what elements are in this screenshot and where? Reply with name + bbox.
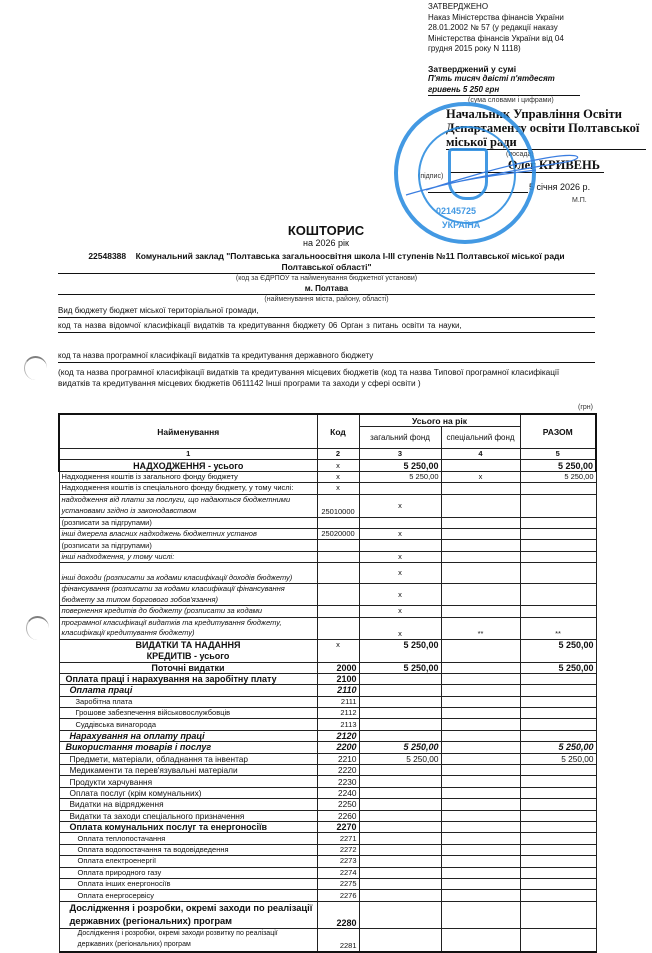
row-total bbox=[520, 696, 596, 707]
row-total bbox=[520, 606, 596, 617]
row-general bbox=[359, 787, 441, 798]
row-code bbox=[317, 606, 359, 617]
row-name: НАДХОДЖЕННЯ - усього bbox=[59, 460, 317, 471]
table-row bbox=[59, 460, 596, 471]
program-local-line: видатків та кредитування місцевих бюджетів 0611142 Інші програми та заходи у сфері освіти ) bbox=[58, 377, 421, 388]
row-name: повернення кредитів до бюджету (розписати за кодами bbox=[59, 606, 317, 617]
table-row bbox=[59, 517, 596, 528]
row-code: 2240 bbox=[317, 787, 359, 798]
row-general: 5 250,00 bbox=[359, 662, 441, 673]
approved-sum-label: Затверджений у сумі bbox=[428, 63, 517, 74]
program-classification-local bbox=[58, 367, 603, 388]
row-name: Видатки на відрядження bbox=[59, 799, 317, 810]
row-general bbox=[359, 540, 441, 551]
col-number: 1 bbox=[59, 449, 317, 460]
row-special bbox=[441, 799, 520, 810]
row-total bbox=[520, 765, 596, 776]
row-total bbox=[520, 528, 596, 539]
row-total bbox=[520, 776, 596, 787]
row-special bbox=[441, 540, 520, 551]
col-number: 2 bbox=[317, 449, 359, 460]
row-code: 2271 bbox=[317, 833, 359, 844]
row-name-line: класифікації кредитування бюджету) bbox=[61, 628, 195, 638]
approval-block bbox=[428, 2, 638, 105]
row-total bbox=[520, 844, 596, 855]
row-name: Надходження коштів із загального фонду бюджету bbox=[59, 471, 317, 482]
signature-caption: (підпис) bbox=[418, 173, 444, 180]
row-special bbox=[441, 878, 520, 889]
row-total bbox=[520, 890, 596, 901]
row-general: х bbox=[359, 551, 441, 562]
row-total bbox=[520, 730, 596, 741]
row-name: Суддівська винагорода bbox=[59, 719, 317, 730]
position-line: Начальник Управління Освіти bbox=[446, 107, 622, 121]
row-special bbox=[441, 483, 520, 494]
row-general bbox=[359, 696, 441, 707]
row-name-line: Дослідження і розробки, окремі заходи по реалізації bbox=[69, 903, 313, 914]
row-total bbox=[520, 708, 596, 719]
row-code: х bbox=[317, 639, 359, 662]
row-total bbox=[520, 719, 596, 730]
row-total bbox=[520, 928, 596, 952]
row-total bbox=[520, 901, 596, 928]
row-special bbox=[441, 719, 520, 730]
document-year: на 2026 рік bbox=[303, 238, 349, 248]
row-name: Оплата енергосервісу bbox=[59, 890, 317, 901]
table-row bbox=[59, 878, 596, 889]
city-name: м. Полтава bbox=[58, 283, 595, 295]
row-general bbox=[359, 517, 441, 528]
row-special bbox=[441, 685, 520, 696]
row-special: ** bbox=[441, 617, 520, 639]
stamp-country: УКРАЇНА bbox=[442, 220, 481, 230]
row-code: х bbox=[317, 483, 359, 494]
program-local-line: (код та назва програмної класифікації видатків та кредитування місцевих бюджетів (код та назва Типової програмної класифікації bbox=[58, 367, 560, 377]
table-row bbox=[59, 776, 596, 787]
row-special bbox=[441, 460, 520, 471]
table-row bbox=[59, 528, 596, 539]
institution-block bbox=[58, 251, 595, 304]
row-special: х bbox=[441, 471, 520, 482]
program-classification-state: код та назва програмної класифікації видатків та кредитування державного бюджету bbox=[58, 351, 595, 363]
row-special bbox=[441, 867, 520, 878]
row-name bbox=[59, 639, 317, 662]
table-row bbox=[59, 765, 596, 776]
header-total: РАЗОМ bbox=[520, 414, 596, 449]
row-code: х bbox=[317, 471, 359, 482]
row-special bbox=[441, 606, 520, 617]
row-code: 2250 bbox=[317, 799, 359, 810]
row-total bbox=[520, 833, 596, 844]
table-row bbox=[59, 551, 596, 562]
col-number: 5 bbox=[520, 449, 596, 460]
row-total bbox=[520, 517, 596, 528]
row-total: 5 250,00 bbox=[520, 742, 596, 753]
row-code bbox=[317, 563, 359, 584]
row-general bbox=[359, 928, 441, 952]
row-total bbox=[520, 787, 596, 798]
row-general bbox=[359, 867, 441, 878]
position-caption: (посада) bbox=[506, 151, 534, 158]
row-general bbox=[359, 810, 441, 821]
row-general bbox=[359, 730, 441, 741]
row-name: Оплата інших енергоносіїв bbox=[59, 878, 317, 889]
header-special-fund: спеціальний фонд bbox=[441, 427, 520, 449]
row-special bbox=[441, 662, 520, 673]
row-name: Оплата природного газу bbox=[59, 867, 317, 878]
row-code bbox=[317, 540, 359, 551]
row-total bbox=[520, 799, 596, 810]
row-general bbox=[359, 901, 441, 928]
row-name: Предмети, матеріали, обладнання та інвентар bbox=[59, 753, 317, 764]
row-name-line: фінансування (розписати за кодами класифікації фінансування bbox=[61, 584, 285, 594]
row-general: х bbox=[359, 584, 441, 606]
row-code: х bbox=[317, 460, 359, 471]
row-name: Оплата водопостачання та водовідведення bbox=[59, 844, 317, 855]
row-general: х bbox=[359, 617, 441, 639]
table-row bbox=[59, 617, 596, 639]
row-general bbox=[359, 765, 441, 776]
row-name-line: державних (регіональних) програм bbox=[69, 915, 233, 926]
table-row bbox=[59, 821, 596, 832]
row-name: Оплата послуг (крім комунальних) bbox=[59, 787, 317, 798]
table-row bbox=[59, 540, 596, 551]
row-code: 2200 bbox=[317, 742, 359, 753]
row-special bbox=[441, 787, 520, 798]
row-general bbox=[359, 719, 441, 730]
signatory-name: Олег КРИВЕНЬ bbox=[450, 158, 604, 173]
row-general: х bbox=[359, 528, 441, 539]
row-name-line: установами згідно із законодавством bbox=[61, 505, 197, 515]
row-special bbox=[441, 639, 520, 662]
row-total: 5 250,00 bbox=[520, 662, 596, 673]
row-general: 5 250,00 bbox=[359, 460, 441, 471]
table-row bbox=[59, 563, 596, 584]
row-code bbox=[317, 617, 359, 639]
approved-sum-digits: гривень 5 250 грн bbox=[428, 85, 580, 97]
row-general: 5 250,00 bbox=[359, 639, 441, 662]
row-special bbox=[441, 753, 520, 764]
row-special bbox=[441, 890, 520, 901]
row-special bbox=[441, 928, 520, 952]
row-special bbox=[441, 810, 520, 821]
document-title: КОШТОРИС bbox=[287, 223, 365, 238]
order-line: грудня 2015 року N 1118) bbox=[428, 44, 521, 53]
row-code: 2110 bbox=[317, 685, 359, 696]
row-special bbox=[441, 563, 520, 584]
table-row bbox=[59, 928, 596, 952]
row-total: 5 250,00 bbox=[520, 471, 596, 482]
edrpou-code: 22548388 bbox=[88, 251, 127, 261]
row-special bbox=[441, 833, 520, 844]
row-name bbox=[59, 617, 317, 639]
institution-caption: (код за ЄДРПОУ та найменування бюджетної установи) bbox=[235, 275, 418, 282]
row-total bbox=[520, 483, 596, 494]
table-row bbox=[59, 471, 596, 482]
punch-hole-top bbox=[24, 356, 47, 380]
order-line: Наказ Міністерства фінансів України bbox=[428, 12, 564, 22]
table-row bbox=[59, 901, 596, 928]
row-total bbox=[520, 685, 596, 696]
row-general bbox=[359, 799, 441, 810]
row-general bbox=[359, 844, 441, 855]
col-number: 4 bbox=[441, 449, 520, 460]
table-row bbox=[59, 833, 596, 844]
row-name: Оплата праці bbox=[59, 685, 317, 696]
row-code: 2272 bbox=[317, 844, 359, 855]
row-special bbox=[441, 776, 520, 787]
row-name-line: державних (регіональних) програм bbox=[77, 940, 191, 948]
row-general bbox=[359, 708, 441, 719]
table-row bbox=[59, 810, 596, 821]
sum-caption: (сума словами і цифрами) bbox=[468, 97, 554, 104]
row-general: х bbox=[359, 494, 441, 517]
position-line: міської ради bbox=[446, 135, 646, 150]
row-total bbox=[520, 856, 596, 867]
row-name: Нарахування на оплату праці bbox=[59, 730, 317, 741]
row-code: 2112 bbox=[317, 708, 359, 719]
row-special bbox=[441, 494, 520, 517]
seal-label: М.П. bbox=[572, 197, 587, 204]
table-row bbox=[59, 662, 596, 673]
row-name-line: КРЕДИТІВ - усього bbox=[146, 650, 230, 661]
row-name: Оплата комунальних послуг та енергоносіїв bbox=[59, 821, 317, 832]
row-special bbox=[441, 730, 520, 741]
row-name: інші надходження, у тому числі: bbox=[59, 551, 317, 562]
row-total bbox=[520, 551, 596, 562]
row-code bbox=[317, 517, 359, 528]
table-row bbox=[59, 867, 596, 878]
institution-name-cont: Полтавської області" bbox=[58, 262, 595, 274]
table-row bbox=[59, 787, 596, 798]
row-code: 2280 bbox=[317, 901, 359, 928]
row-special bbox=[441, 901, 520, 928]
row-total bbox=[520, 540, 596, 551]
row-name: Оплата праці і нарахування на заробітну плату bbox=[59, 673, 317, 684]
institution-name: Комунальний заклад "Полтавська загальноосвітня школа І-ІІІ ступенів №11 Полтавської міської ради bbox=[135, 251, 565, 261]
row-general bbox=[359, 685, 441, 696]
header-name: Найменування bbox=[59, 414, 317, 449]
punch-hole-bottom bbox=[26, 616, 49, 640]
institution-line bbox=[58, 251, 595, 262]
row-general bbox=[359, 483, 441, 494]
row-name bbox=[59, 901, 317, 928]
row-name: Медикаменти та перев'язувальні матеріали bbox=[59, 765, 317, 776]
row-special bbox=[441, 696, 520, 707]
row-general bbox=[359, 776, 441, 787]
header-general-fund: загальний фонд bbox=[359, 427, 441, 449]
row-name: Поточні видатки bbox=[59, 662, 317, 673]
row-total: 5 250,00 bbox=[520, 460, 596, 471]
table-row bbox=[59, 730, 596, 741]
row-special bbox=[441, 821, 520, 832]
departmental-classification: код та назва відомчої класифікації видатків та кредитування бюджету 06 Орган з питань освіти та науки, bbox=[58, 321, 595, 333]
row-total bbox=[520, 584, 596, 606]
row-code: 2210 bbox=[317, 753, 359, 764]
row-code: 2276 bbox=[317, 890, 359, 901]
row-code: 2111 bbox=[317, 696, 359, 707]
row-code: 2260 bbox=[317, 810, 359, 821]
table-row bbox=[59, 584, 596, 606]
header-code: Код bbox=[317, 414, 359, 449]
row-code: 2274 bbox=[317, 867, 359, 878]
row-special bbox=[441, 844, 520, 855]
row-total: 5 250,00 bbox=[520, 639, 596, 662]
row-code: 25010000 bbox=[317, 494, 359, 517]
approved-sum-words: П'ять тисяч двісті п'ятдесят bbox=[428, 74, 555, 83]
row-general: 5 250,00 bbox=[359, 471, 441, 482]
approval-heading: ЗАТВЕРДЖЕНО bbox=[428, 2, 489, 11]
row-special bbox=[441, 708, 520, 719]
table-row bbox=[59, 844, 596, 855]
row-code: 2000 bbox=[317, 662, 359, 673]
row-code: 2113 bbox=[317, 719, 359, 730]
row-code: 2270 bbox=[317, 821, 359, 832]
table-row bbox=[59, 753, 596, 764]
row-name-line: надходження від плати за послуги, що надаються бюджетними bbox=[61, 495, 291, 505]
row-code: 2230 bbox=[317, 776, 359, 787]
city-caption: (найменування міста, району, області) bbox=[264, 296, 389, 303]
row-total: ** bbox=[520, 617, 596, 639]
row-special bbox=[441, 584, 520, 606]
row-code: 2281 bbox=[317, 928, 359, 952]
row-name bbox=[59, 494, 317, 517]
table-row bbox=[59, 685, 596, 696]
order-line: Міністерства фінансів України від 04 bbox=[428, 33, 564, 43]
row-total bbox=[520, 563, 596, 584]
table-row bbox=[59, 719, 596, 730]
row-general bbox=[359, 673, 441, 684]
row-name: Продукти харчування bbox=[59, 776, 317, 787]
table-row bbox=[59, 856, 596, 867]
row-special bbox=[441, 551, 520, 562]
row-special bbox=[441, 742, 520, 753]
row-name: Надходження коштів із спеціального фонду бюджету, у тому числі: bbox=[59, 483, 317, 494]
position-line: Департаменту освіти Полтавської bbox=[446, 121, 640, 135]
row-general bbox=[359, 856, 441, 867]
row-name: Грошове забезпечення військовослужбовців bbox=[59, 708, 317, 719]
estimate-table bbox=[58, 413, 597, 953]
row-name: інші джерела власних надходжень бюджетних установ bbox=[59, 528, 317, 539]
header-year-total: Усього на рік bbox=[359, 414, 520, 427]
row-name: (розписати за підгрупами) bbox=[59, 540, 317, 551]
row-total bbox=[520, 821, 596, 832]
row-special bbox=[441, 673, 520, 684]
table-row bbox=[59, 890, 596, 901]
row-name bbox=[59, 584, 317, 606]
row-total bbox=[520, 810, 596, 821]
row-general: х bbox=[359, 563, 441, 584]
row-name: Заробітна плата bbox=[59, 696, 317, 707]
row-general: 5 250,00 bbox=[359, 753, 441, 764]
row-total: 5 250,00 bbox=[520, 753, 596, 764]
row-code: 2273 bbox=[317, 856, 359, 867]
row-name: Видатки та заходи спеціального призначення bbox=[59, 810, 317, 821]
row-code bbox=[317, 584, 359, 606]
table-row bbox=[59, 742, 596, 753]
row-name-line: програмної класифікації видатків та кредитування бюджету, bbox=[61, 617, 282, 627]
row-general bbox=[359, 878, 441, 889]
table-row bbox=[59, 708, 596, 719]
row-name-line: бюджету за типом боргового зобов'язання) bbox=[61, 594, 219, 604]
row-special bbox=[441, 856, 520, 867]
row-name-line: ВИДАТКИ ТА НАДАННЯ bbox=[135, 639, 241, 650]
row-code: 25020000 bbox=[317, 528, 359, 539]
table-row bbox=[59, 673, 596, 684]
row-name-line: Дослідження і розробки, окремі заходи розвитку по реалізації bbox=[77, 930, 278, 938]
row-total bbox=[520, 673, 596, 684]
row-special bbox=[441, 765, 520, 776]
row-name bbox=[59, 928, 317, 952]
stamp-code: 02145725 bbox=[436, 206, 477, 216]
row-total bbox=[520, 878, 596, 889]
table-row bbox=[59, 494, 596, 517]
signature-scribble bbox=[396, 150, 596, 210]
table-row bbox=[59, 606, 596, 617]
approval-date: 5 січня 2026 р. bbox=[529, 182, 591, 192]
row-general bbox=[359, 890, 441, 901]
table-row bbox=[59, 639, 596, 662]
table-row bbox=[59, 799, 596, 810]
row-code: 2120 bbox=[317, 730, 359, 741]
table-row bbox=[59, 696, 596, 707]
row-general bbox=[359, 821, 441, 832]
row-special bbox=[441, 528, 520, 539]
row-name: (розписати за підгрупами) bbox=[59, 517, 317, 528]
row-name: Оплата теплопостачання bbox=[59, 833, 317, 844]
order-line: 28.01.2002 № 57 (у редакції наказу bbox=[428, 23, 558, 32]
currency-unit: (грн) bbox=[578, 404, 593, 411]
row-name: Використання товарів і послуг bbox=[59, 742, 317, 753]
row-general: 5 250,00 bbox=[359, 742, 441, 753]
row-name: Оплата електроенергії bbox=[59, 856, 317, 867]
row-code: 2100 bbox=[317, 673, 359, 684]
table-row bbox=[59, 483, 596, 494]
row-total bbox=[520, 867, 596, 878]
row-general: х bbox=[359, 606, 441, 617]
row-code: 2275 bbox=[317, 878, 359, 889]
row-total bbox=[520, 494, 596, 517]
budget-type: Вид бюджету бюджет міської територіальної громади, bbox=[58, 306, 595, 318]
row-code bbox=[317, 551, 359, 562]
row-code: 2220 bbox=[317, 765, 359, 776]
row-special bbox=[441, 517, 520, 528]
row-general bbox=[359, 833, 441, 844]
col-number: 3 bbox=[359, 449, 441, 460]
row-name: інші доходи (розписати за кодами класифікації доходів бюджету) bbox=[59, 563, 317, 584]
